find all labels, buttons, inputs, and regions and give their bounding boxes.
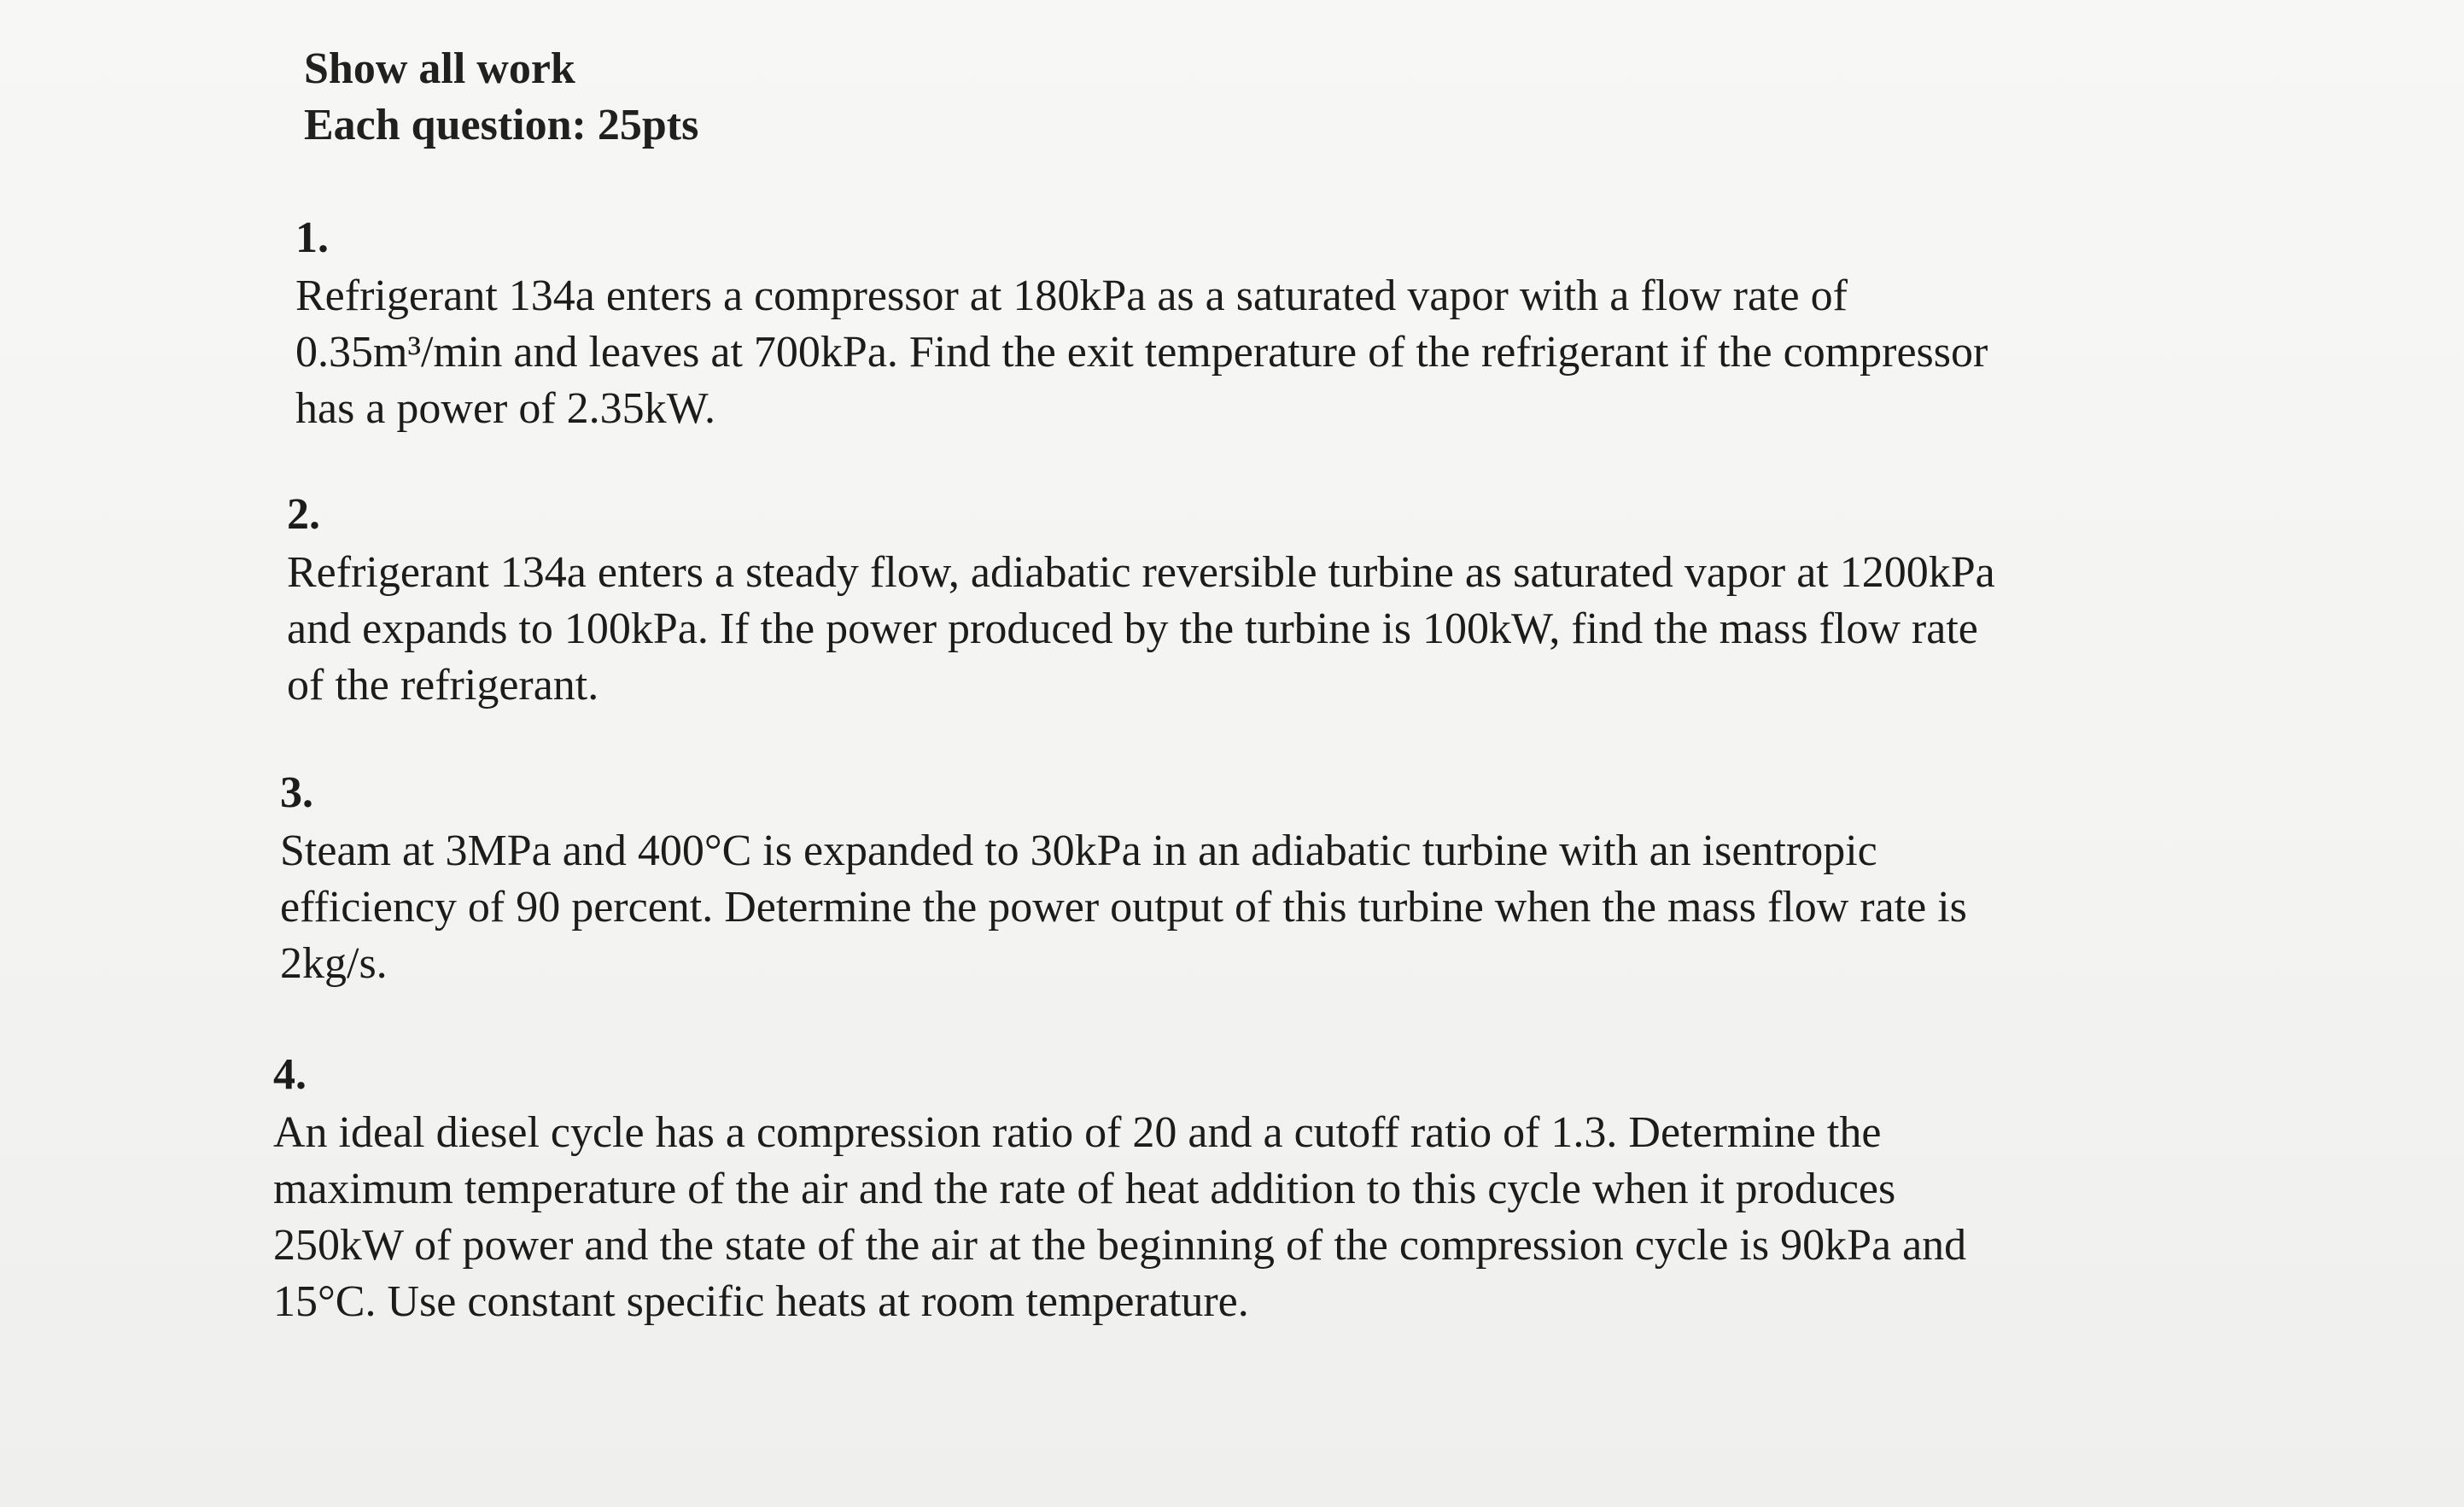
question-text-line: 0.35m³/min and leaves at 700kPa. Find the exit temperature of the refrigerant if the compressor	[295, 328, 1988, 377]
show-work-instruction: Show all work	[304, 44, 575, 93]
question-text-line: 15°C. Use constant specific heats at room temperature.	[273, 1277, 1249, 1326]
question-number: 1.	[295, 213, 329, 262]
instructions-header	[304, 41, 698, 154]
question-text-line: maximum temperature of the air and the rate of heat addition to this cycle when it produces	[273, 1165, 1896, 1213]
question-text-line: and expands to 100kPa. If the power produced by the turbine is 100kW, find the mass flow rate	[287, 605, 1978, 653]
points-instruction: Each question: 25pts	[304, 101, 699, 149]
question-4	[273, 1047, 2186, 1330]
question-number: 4.	[273, 1050, 307, 1099]
question-number: 3.	[280, 768, 313, 817]
question-number: 2.	[287, 490, 320, 539]
question-text-line: An ideal diesel cycle has a compression ratio of 20 and a cutoff ratio of 1.3. Determine the	[273, 1108, 1882, 1157]
question-text-line: has a power of 2.35kW.	[295, 384, 715, 433]
question-1	[295, 210, 2208, 437]
question-2	[287, 487, 2199, 714]
question-text-line: 250kW of power and the state of the air at the beginning of the compression cycle is 90kPa and	[273, 1221, 1967, 1270]
question-text-line: 2kg/s.	[280, 939, 388, 988]
question-3	[280, 765, 2192, 992]
question-text-line: efficiency of 90 percent. Determine the power output of this turbine when the mass flow rate is	[280, 883, 1967, 932]
question-text-line: Refrigerant 134a enters a steady flow, adiabatic reversible turbine as saturated vapor at 1200kPa	[287, 548, 1995, 597]
question-text-line: Refrigerant 134a enters a compressor at 180kPa as a saturated vapor with a flow rate of	[295, 272, 1848, 320]
question-text-line: of the refrigerant.	[287, 661, 599, 710]
question-text-line: Steam at 3MPa and 400°C is expanded to 30kPa in an adiabatic turbine with an isentropic	[280, 827, 1877, 875]
